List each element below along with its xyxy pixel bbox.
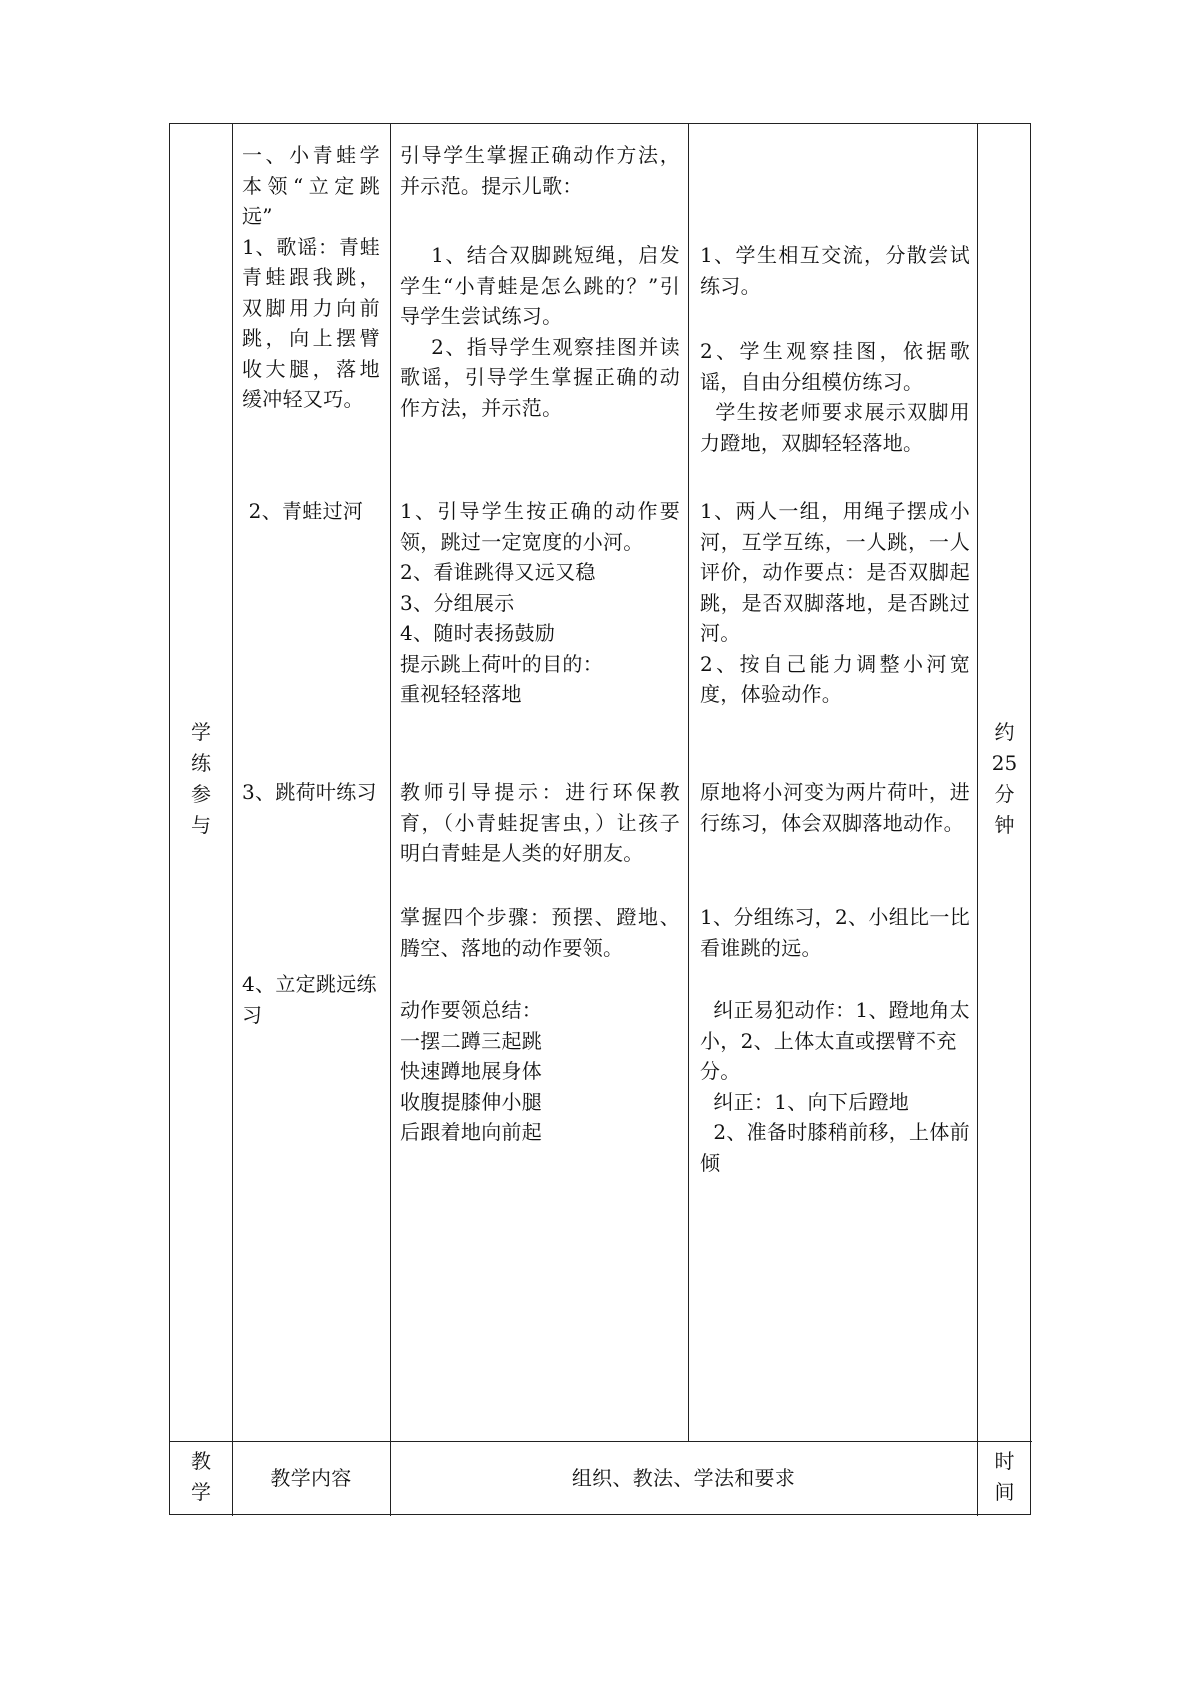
footer-label-char: 教 — [191, 1449, 211, 1473]
time-label-char: 约 — [994, 720, 1015, 744]
table-col-divider — [688, 124, 689, 1441]
student-activity-2: 2、学生观察挂图，依据歌谣，自由分组模仿练习。 学生按老师要求展示双脚用力蹬地，双脚轻轻落地。 — [700, 339, 970, 455]
teacher-guidance-3: 1、引导学生按正确的动作要领，跳过一定宽度的小河。 2、看谁跳得又远又稳 3、分组展示 4、随时表扬鼓励 提示跳上荷叶的目的： 重视轻轻落地 — [400, 499, 680, 706]
footer-method-header: 组织、教法、学法和要求 — [571, 1466, 796, 1490]
time-label-char: 分 — [994, 782, 1015, 806]
content-item-1: 一、小青蛙学本领“立定跳远” 1、歌谣：青蛙青蛙跟我跳，双脚用力向前跳，向上摆臂收大腿，落地缓冲轻又巧。 — [242, 143, 380, 411]
table-col-divider — [232, 124, 233, 1516]
content-item-3: 3、跳荷叶练习 — [242, 780, 377, 804]
teacher-guidance-5: 掌握四个步骤：预摆、蹬地、腾空、落地的动作要领。 — [400, 905, 680, 960]
footer-label-char: 学 — [191, 1480, 211, 1504]
section-label-char: 学 — [191, 720, 211, 744]
teacher-guidance-4: 教师引导提示：进行环保教育，（小青蛙捉害虫，）让孩子明白青蛙是人类的好朋友。 — [400, 780, 680, 865]
table-col-divider — [390, 124, 391, 1516]
time-label-char: 钟 — [994, 813, 1015, 837]
student-activity-6: 纠正易犯动作：1、蹬地角太小，2、上体太直或摆臂不充分。 纠正：1、向下后蹬地 2、准备时膝稍前移，上体前倾 — [700, 998, 970, 1175]
teacher-guidance-2: 1、结合双脚跳短绳，启发学生“小青蛙是怎么跳的？”引导学生尝试练习。 2、指导学生观察挂图并读歌谣，引导学生掌握正确的动作方法，并示范。 — [400, 243, 680, 420]
footer-time-char: 时 — [994, 1449, 1015, 1473]
content-item-2: 2、青蛙过河 — [242, 499, 364, 523]
section-label-char: 练 — [191, 751, 211, 775]
footer-content-header: 教学内容 — [270, 1466, 352, 1490]
teacher-guidance-1: 引导学生掌握正确动作方法，并示范。提示儿歌： — [400, 143, 680, 198]
teacher-guidance-6: 动作要领总结： 一摆二蹲三起跳 快速蹲地展身体 收腹提膝伸小腿 后跟着地向前起 — [400, 998, 543, 1144]
content-item-4: 4、立定跳远练习 — [242, 972, 377, 1027]
time-label-char: 25 — [991, 751, 1018, 775]
section-label-char: 参 — [191, 782, 211, 806]
student-activity-4: 原地将小河变为两片荷叶，进行练习，体会双脚落地动作。 — [700, 780, 970, 835]
student-activity-1: 1、学生相互交流，分散尝试练习。 — [700, 243, 970, 298]
section-label-char: 与 — [191, 813, 211, 837]
student-activity-3: 1、两人一组，用绳子摆成小河，互学互练，一人跳，一人评价，动作要点：是否双脚起跳，是否双脚落地，是否跳过河。 2、按自己能力调整小河宽度，体验动作。 — [700, 499, 970, 706]
table-row-divider — [170, 1441, 1032, 1442]
lesson-table — [169, 123, 1031, 1515]
footer-time-char: 间 — [994, 1480, 1015, 1504]
student-activity-5: 1、分组练习，2、小组比一比看谁跳的远。 — [700, 905, 970, 960]
